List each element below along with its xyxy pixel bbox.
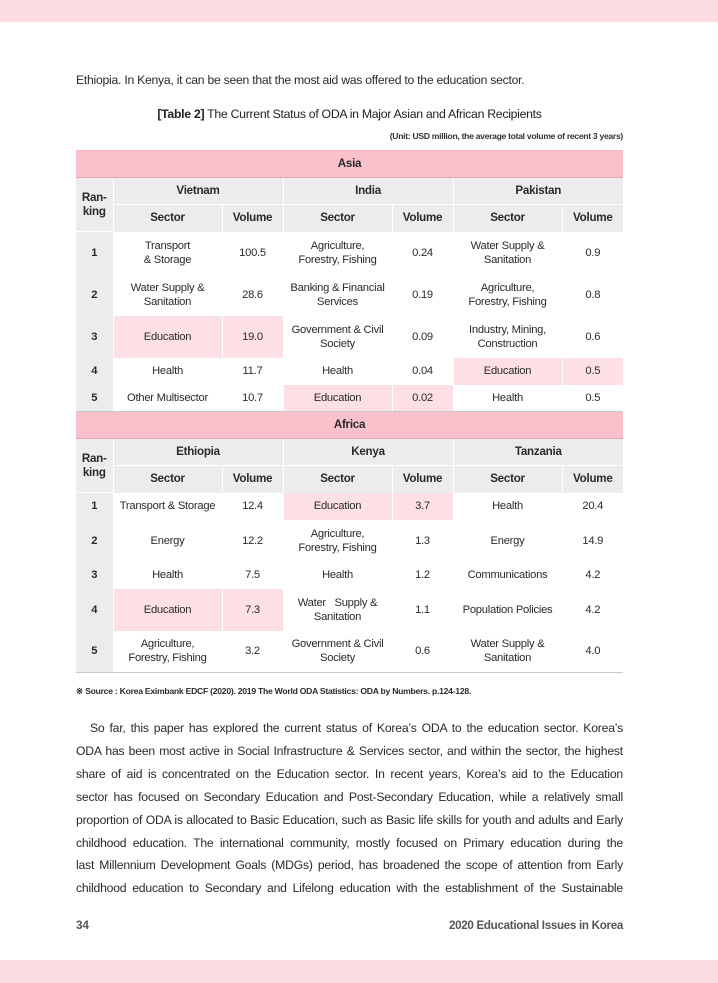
volume-cell: 10.7	[222, 385, 283, 412]
ranking-header-line2: king	[82, 465, 106, 479]
publication-title: 2020 Educational Issues in Korea	[448, 919, 623, 932]
sector-text: Banking & Financial	[290, 281, 385, 294]
sector-cell	[283, 274, 392, 316]
volume-cell: 0.9	[562, 232, 623, 274]
sector-cell	[283, 631, 392, 673]
sector-column-header: Sector	[453, 205, 562, 232]
rank-cell: 1	[76, 232, 113, 274]
rank-cell: 2	[76, 520, 113, 562]
volume-cell: 0.5	[562, 358, 623, 385]
sector-cell	[113, 385, 222, 412]
table-row	[76, 316, 623, 358]
sector-text: Population Policies	[462, 603, 553, 616]
volume-cell: 0.19	[392, 274, 453, 316]
volume-column-header: Volume	[562, 205, 623, 232]
sector-cell	[113, 493, 222, 520]
volume-cell: 4.2	[562, 589, 623, 631]
sector-text: Water Supply &	[470, 638, 545, 651]
sector-text: Water Supply &	[470, 239, 545, 252]
paragraph-line: last Millennium Development Goals (MDGs) period, has broadened the scope of attention from Early	[76, 858, 623, 873]
sector-text: Health	[322, 569, 353, 581]
sector-cell	[453, 316, 562, 358]
sector-column-header: Sector	[283, 205, 392, 232]
sector-column-header: Sector	[283, 466, 392, 493]
body-paragraph	[76, 717, 623, 900]
sector-cell	[453, 520, 562, 562]
sector-text: Health	[492, 391, 523, 404]
intro-text: Ethiopia. In Kenya, it can be seen that the most aid was offered to the education sector.	[76, 73, 525, 87]
table-row	[76, 232, 623, 274]
sector-cell	[453, 385, 562, 412]
table-row	[76, 562, 623, 589]
sector-cell	[113, 274, 222, 316]
sector-text: Agriculture,	[480, 281, 535, 294]
paragraph-line: ODA has been most active in Social Infrastructure & Services sector, and within the sector, the highest	[76, 743, 623, 758]
region-header-row	[76, 151, 623, 178]
region-header-asia: Asia	[76, 151, 623, 178]
volume-cell: 12.2	[222, 520, 283, 562]
sector-text: Sanitation	[483, 253, 532, 266]
sector-text: Agriculture,	[140, 638, 195, 651]
sector-cell	[453, 493, 562, 520]
sector-text: Water Supply &	[130, 281, 205, 294]
sector-column-header: Sector	[113, 205, 222, 232]
table-row	[76, 274, 623, 316]
sector-cell	[113, 631, 222, 673]
paragraph-line: So far, this paper has explored the current status of Korea’s ODA to the education sector. Korea’s	[90, 721, 623, 735]
sector-text: Water Supply &	[297, 596, 378, 609]
sector-cell	[283, 493, 392, 520]
table-number: [Table 2]	[157, 107, 205, 121]
volume-cell: 0.6	[562, 316, 623, 358]
rank-cell: 4	[76, 589, 113, 631]
ranking-header-line1: Ran-	[81, 451, 107, 465]
unit-note: (Unit: USD million, the average total volume of recent 3 years)	[389, 131, 623, 141]
sector-text: Education	[313, 500, 362, 512]
volume-cell: 4.2	[562, 562, 623, 589]
sector-text: Transport & Storage	[119, 500, 216, 512]
sector-text: Agriculture,	[310, 239, 365, 252]
sector-cell	[283, 232, 392, 274]
table-row	[76, 493, 623, 520]
volume-column-header: Volume	[562, 466, 623, 493]
sector-cell	[453, 274, 562, 316]
sector-text: Other Multisector	[127, 391, 208, 404]
sector-text: Transport	[144, 239, 191, 252]
oda-table	[76, 150, 623, 673]
volume-cell: 3.7	[392, 493, 453, 520]
volume-cell: 100.5	[222, 232, 283, 274]
volume-cell: 12.4	[222, 493, 283, 520]
volume-column-header: Volume	[392, 466, 453, 493]
volume-cell: 11.7	[222, 358, 283, 385]
sector-cell	[113, 589, 222, 631]
volume-cell: 0.04	[392, 358, 453, 385]
volume-cell: 3.2	[222, 631, 283, 673]
sector-cell	[113, 232, 222, 274]
sector-text: Sanitation	[313, 610, 362, 623]
country-header-ethiopia: Ethiopia	[113, 439, 283, 466]
rank-cell: 5	[76, 631, 113, 673]
sector-text: Society	[320, 652, 355, 665]
volume-cell: 19.0	[222, 316, 283, 358]
sector-cell	[113, 358, 222, 385]
sector-text: Society	[320, 337, 355, 350]
sector-cell	[453, 631, 562, 673]
sector-column-header: Sector	[113, 466, 222, 493]
sector-column-header: Sector	[453, 466, 562, 493]
ranking-header	[76, 178, 113, 232]
paragraph-line: sector has focused on Secondary Education and Post-Secondary Education, while a relatively small	[76, 789, 623, 804]
sector-text: Forestry, Fishing	[298, 541, 377, 554]
volume-cell: 7.5	[222, 562, 283, 589]
column-header-row	[76, 205, 623, 232]
country-header-vietnam: Vietnam	[113, 178, 283, 205]
sector-cell	[453, 358, 562, 385]
sector-text: Communications	[467, 569, 548, 581]
rank-cell: 3	[76, 562, 113, 589]
volume-cell: 1.2	[392, 562, 453, 589]
ranking-header-line2: king	[82, 204, 106, 218]
sector-text: Health	[492, 500, 523, 512]
sector-cell	[283, 520, 392, 562]
volume-column-header: Volume	[222, 205, 283, 232]
volume-cell: 7.3	[222, 589, 283, 631]
sector-text: & Storage	[143, 253, 192, 266]
volume-column-header: Volume	[222, 466, 283, 493]
volume-cell: 0.02	[392, 385, 453, 412]
country-header-row	[76, 178, 623, 205]
table-caption: The Current Status of ODA in Major Asian and African Recipients	[204, 107, 542, 121]
source-note: ※ Source : Korea Eximbank EDCF (2020). 2019 The World ODA Statistics: ODA by Numbers. p.124-128.	[76, 686, 472, 696]
bottom-decorative-band	[0, 960, 718, 983]
table-title	[76, 107, 623, 121]
rank-cell: 4	[76, 358, 113, 385]
sector-text: Forestry, Fishing	[468, 295, 547, 308]
sector-text: Sanitation	[483, 652, 532, 665]
rank-cell: 5	[76, 385, 113, 412]
sector-text: Education	[483, 365, 532, 377]
sector-text: Government & Civil	[291, 638, 384, 651]
rank-cell: 1	[76, 493, 113, 520]
volume-cell: 14.9	[562, 520, 623, 562]
page-number: 34	[76, 919, 89, 932]
sector-text: Forestry, Fishing	[298, 253, 377, 266]
volume-cell: 0.24	[392, 232, 453, 274]
ranking-header	[76, 439, 113, 493]
sector-text: Education	[143, 330, 192, 343]
table-row	[76, 631, 623, 673]
region-header-row	[76, 412, 623, 439]
top-decorative-band	[0, 0, 718, 22]
volume-cell: 0.6	[392, 631, 453, 673]
country-header-kenya: Kenya	[283, 439, 453, 466]
country-header-row	[76, 439, 623, 466]
sector-text: Construction	[477, 337, 538, 350]
sector-cell	[113, 520, 222, 562]
sector-text: Government & Civil	[291, 323, 384, 336]
sector-cell	[453, 562, 562, 589]
paragraph-line: share of aid is concentrated on the Education sector. In recent years, Korea’s aid to the Education	[76, 766, 623, 781]
paragraph-line: childhood education. The international community, mostly focused on Primary education during the	[76, 835, 623, 850]
sector-cell	[283, 316, 392, 358]
sector-cell	[453, 232, 562, 274]
sector-text: Energy	[150, 534, 185, 547]
volume-column-header: Volume	[392, 205, 453, 232]
sector-cell	[113, 562, 222, 589]
sector-text: Sanitation	[143, 295, 192, 308]
sector-cell	[283, 589, 392, 631]
paragraph-line: proportion of ODA is allocated to Basic Education, such as Basic life skills for youth and adults and Early	[76, 812, 623, 827]
country-header-pakistan: Pakistan	[453, 178, 623, 205]
sector-cell	[283, 358, 392, 385]
sector-text: Education	[143, 603, 192, 616]
sector-text: Forestry, Fishing	[128, 652, 207, 665]
volume-cell: 1.1	[392, 589, 453, 631]
sector-text: Health	[322, 365, 353, 377]
sector-cell	[453, 589, 562, 631]
sector-text: Agriculture,	[310, 527, 365, 540]
region-header-africa: Africa	[76, 412, 623, 439]
country-header-tanzania: Tanzania	[453, 439, 623, 466]
country-header-india: India	[283, 178, 453, 205]
paragraph-line: childhood education to Secondary and Lifelong education with the establishment of the Sustainable	[76, 881, 623, 896]
sector-text: Health	[152, 365, 183, 377]
volume-cell: 28.6	[222, 274, 283, 316]
sector-cell	[113, 316, 222, 358]
sector-cell	[283, 562, 392, 589]
ranking-header-line1: Ran-	[81, 190, 107, 204]
rank-cell: 3	[76, 316, 113, 358]
volume-cell: 1.3	[392, 520, 453, 562]
volume-cell: 0.5	[562, 385, 623, 412]
sector-text: Education	[313, 391, 362, 404]
sector-text: Energy	[490, 534, 525, 547]
sector-text: Health	[152, 569, 183, 581]
volume-cell: 0.09	[392, 316, 453, 358]
table-row	[76, 589, 623, 631]
sector-text: Industry, Mining,	[469, 323, 546, 336]
table-row	[76, 385, 623, 412]
sector-cell	[283, 385, 392, 412]
volume-cell: 4.0	[562, 631, 623, 673]
volume-cell: 0.8	[562, 274, 623, 316]
sector-text: Services	[317, 295, 358, 308]
rank-cell: 2	[76, 274, 113, 316]
table-row	[76, 520, 623, 562]
table-row	[76, 358, 623, 385]
volume-cell: 20.4	[562, 493, 623, 520]
column-header-row	[76, 466, 623, 493]
